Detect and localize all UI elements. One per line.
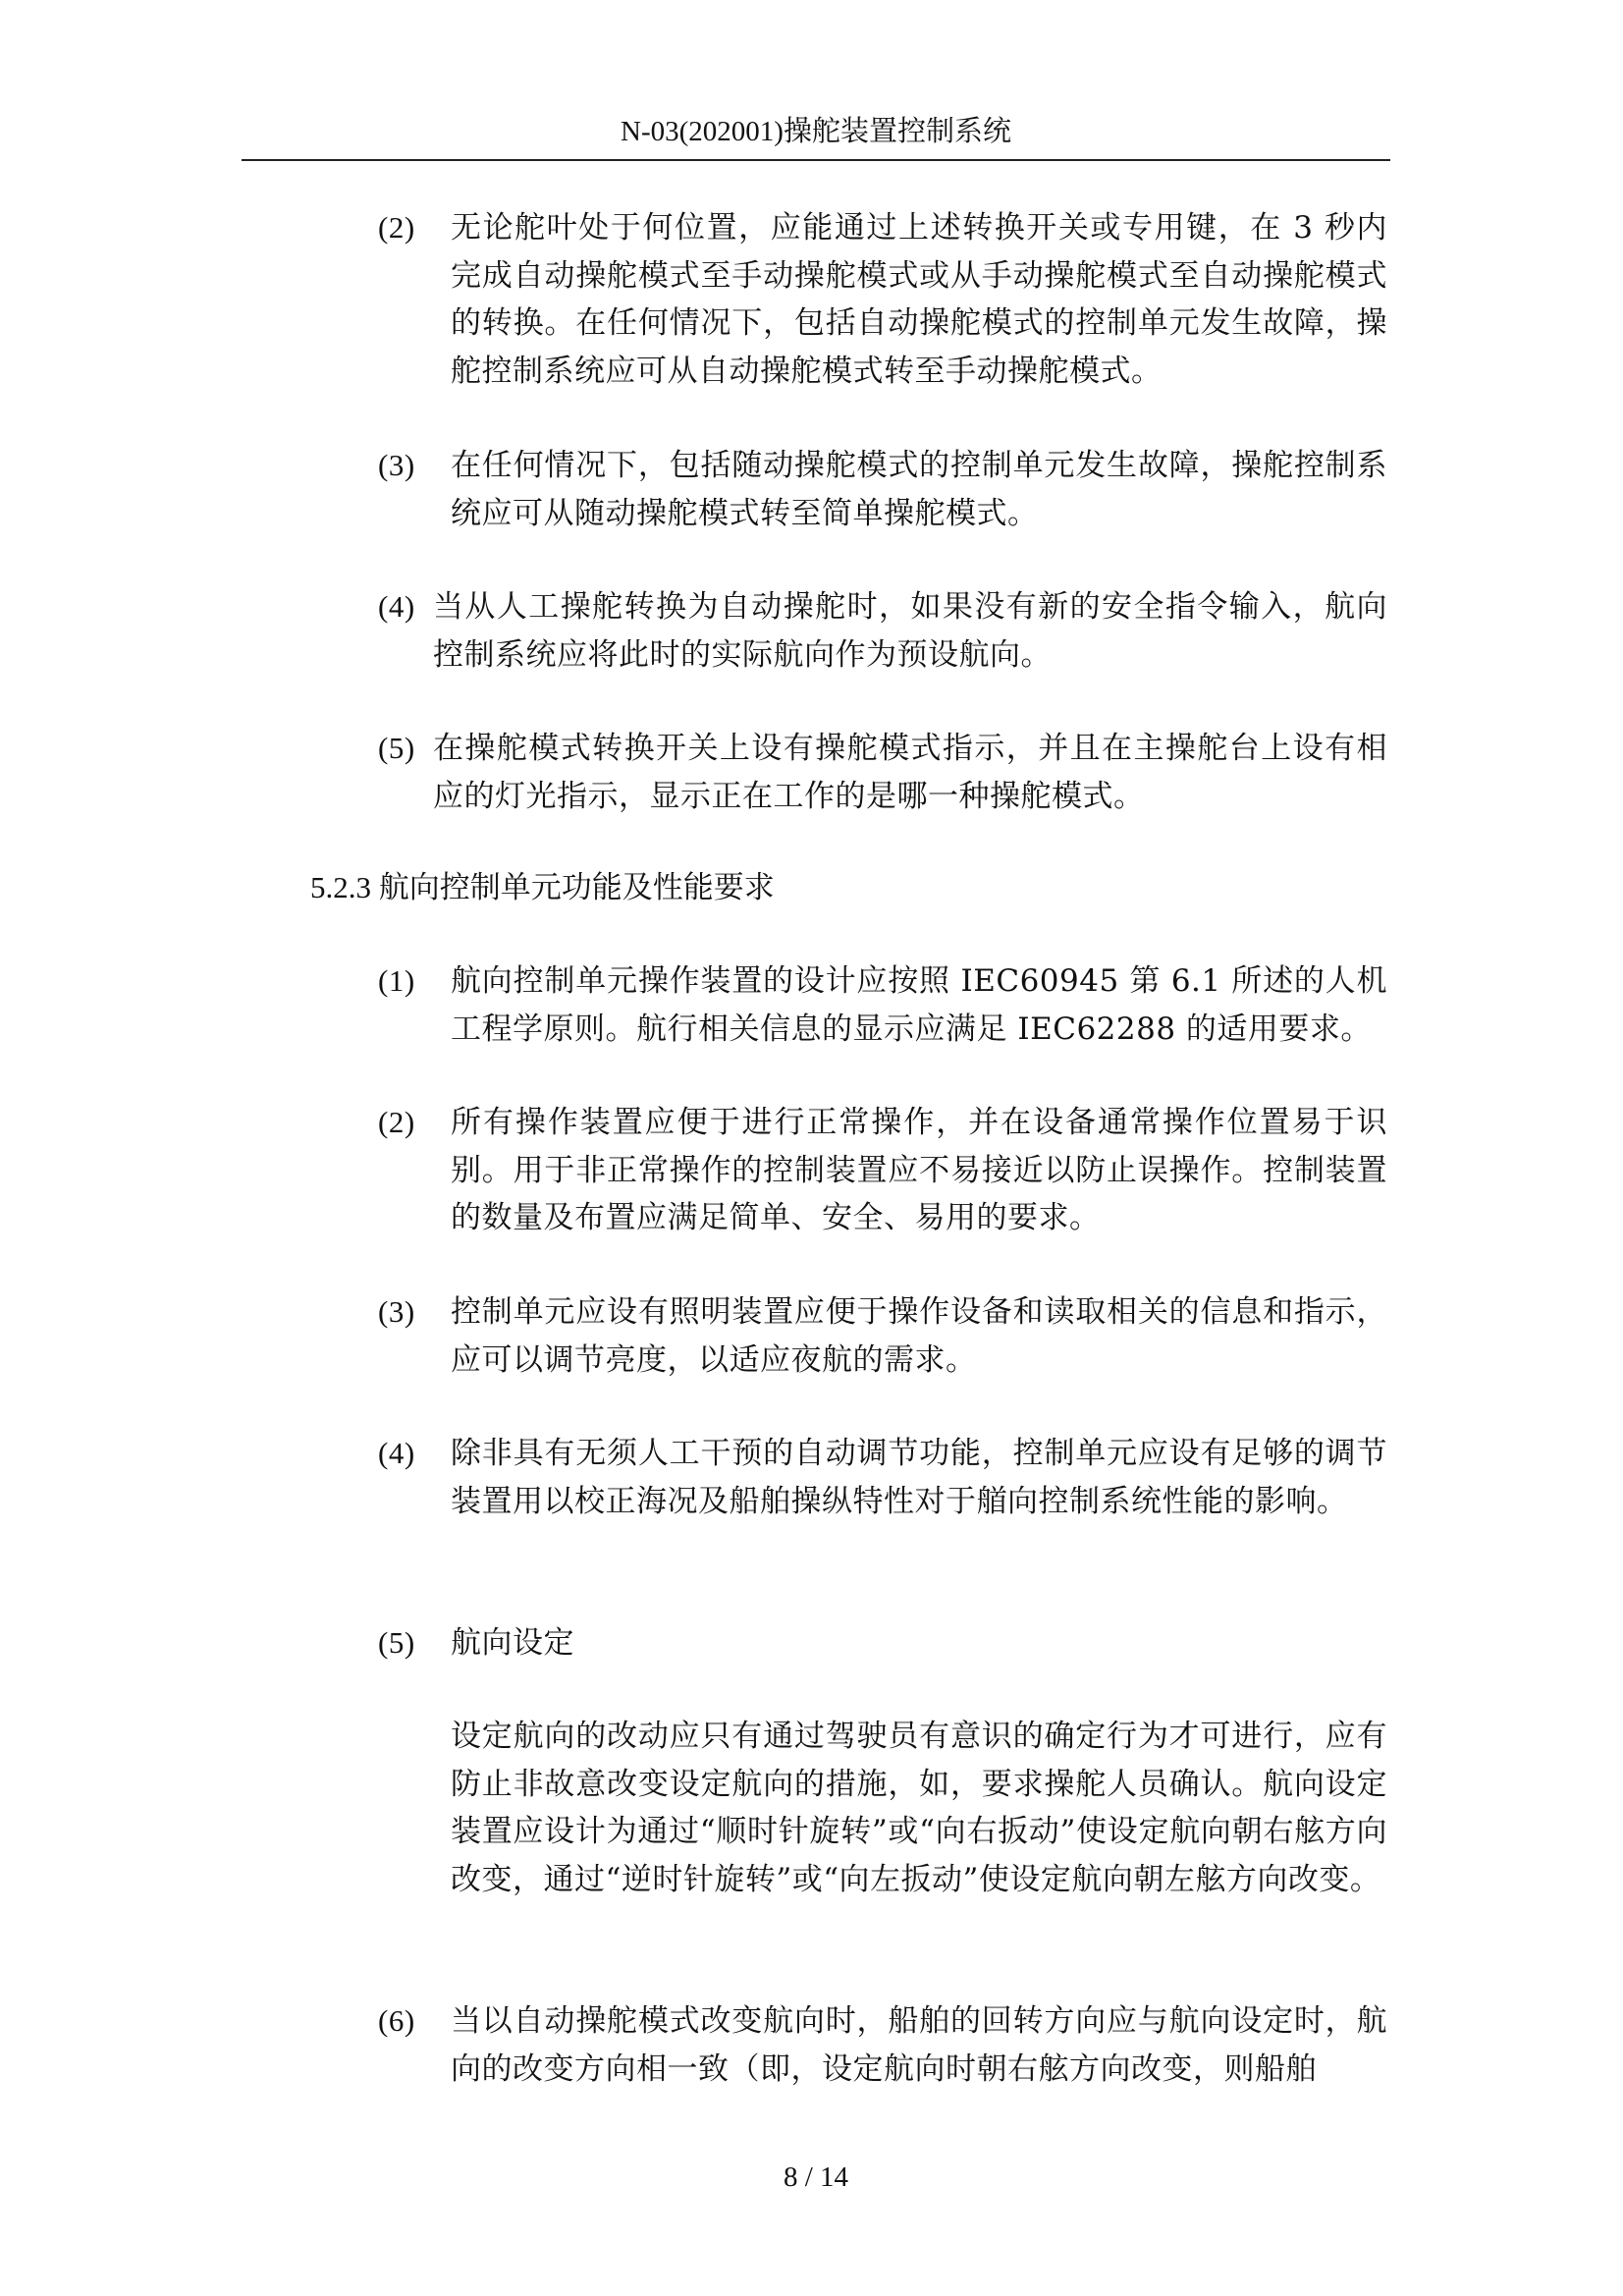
- list-item-number: (2): [378, 1105, 415, 1139]
- list-item-b2: [378, 1099, 1389, 1243]
- heading-setting-paragraph: 设定航向的改动应只有通过驾驶员有意识的确定行为才可进行，应有防止非故意改变设定航向的措施，如，要求操舵人员确认。航向设定装置应设计为通过“顺时针旋转”或“向右扳动”使设定航向朝右舷方向改变，通过“逆时针旋转”或“向左扳动”使设定航向朝左舷方向改变。: [451, 1719, 1387, 1897]
- list-item-number: (3): [378, 448, 415, 482]
- list-item-number: (6): [378, 2003, 415, 2038]
- list-item-text: 无论舵叶处于何位置，应能通过上述转换开关或专用键，在 3 秒内完成自动操舵模式至手动操舵模式或从手动操舵模式至自动操舵模式的转换。在任何情况下，包括自动操舵模式的控制单元发生故障，操舵控制系统应可从自动操舵模式转至手动操舵模式。: [451, 210, 1387, 389]
- list-item-text: 控制单元应设有照明装置应便于操作设备和读取相关的信息和指示，应可以调节亮度，以适应夜航的需求。: [451, 1294, 1387, 1378]
- page-header-title: N-03(202001)操舵装置控制系统: [621, 116, 1011, 147]
- list-item-a4: [378, 583, 1389, 680]
- list-item-b3: [378, 1288, 1389, 1385]
- list-item-number: (5): [378, 1625, 415, 1660]
- list-item-number: (3): [378, 1294, 415, 1329]
- list-item-b5: [378, 1619, 1389, 1668]
- list-item-b6: [378, 1997, 1389, 2094]
- list-item-a5: [378, 725, 1389, 821]
- list-item-text: 除非具有无须人工干预的自动调节功能，控制单元应设有足够的调节装置用以校正海况及船舶操纵特性对于艏向控制系统性能的影响。: [451, 1436, 1387, 1519]
- list-item-a2: [378, 204, 1389, 397]
- list-item-number: (5): [378, 731, 415, 765]
- list-item-text: 在任何情况下，包括随动操舵模式的控制单元发生故障，操舵控制系统应可从随动操舵模式转至简单操舵模式。: [451, 448, 1387, 531]
- list-item-number: (4): [378, 589, 415, 624]
- page-number: 8 / 14: [783, 2161, 849, 2193]
- section-heading: 5.2.3 航向控制单元功能及性能要求: [310, 870, 775, 904]
- list-item-text: 航向控制单元操作装置的设计应按照 IEC60945 第 6.1 所述的人机工程学原则。航行相关信息的显示应满足 IEC62288 的适用要求。: [451, 963, 1387, 1047]
- list-item-number: (1): [378, 963, 415, 998]
- list-item-number: (4): [378, 1436, 415, 1470]
- list-item-text: 当从人工操舵转换为自动操舵时，如果没有新的安全指令输入，航向控制系统应将此时的实际航向作为预设航向。: [433, 589, 1387, 673]
- list-item-text: 当以自动操舵模式改变航向时，船舶的回转方向应与航向设定时，航向的改变方向相一致（即，设定航向时朝右舷方向改变，则船舶: [451, 2003, 1387, 2087]
- list-item-text: 所有操作装置应便于进行正常操作，并在设备通常操作位置易于识别。用于非正常操作的控制装置应不易接近以防止误操作。控制装置的数量及布置应满足简单、安全、易用的要求。: [451, 1105, 1387, 1235]
- list-item-text: 航向设定: [451, 1625, 574, 1661]
- list-item-number: (2): [378, 210, 415, 245]
- list-item-a3: [378, 442, 1389, 538]
- header-divider: [242, 159, 1390, 161]
- list-item-b1: [378, 957, 1389, 1054]
- list-item-text: 在操舵模式转换开关上设有操舵模式指示，并且在主操舵台上设有相应的灯光指示，显示正在工作的是哪一种操舵模式。: [433, 731, 1387, 814]
- list-item-b4: [378, 1430, 1389, 1574]
